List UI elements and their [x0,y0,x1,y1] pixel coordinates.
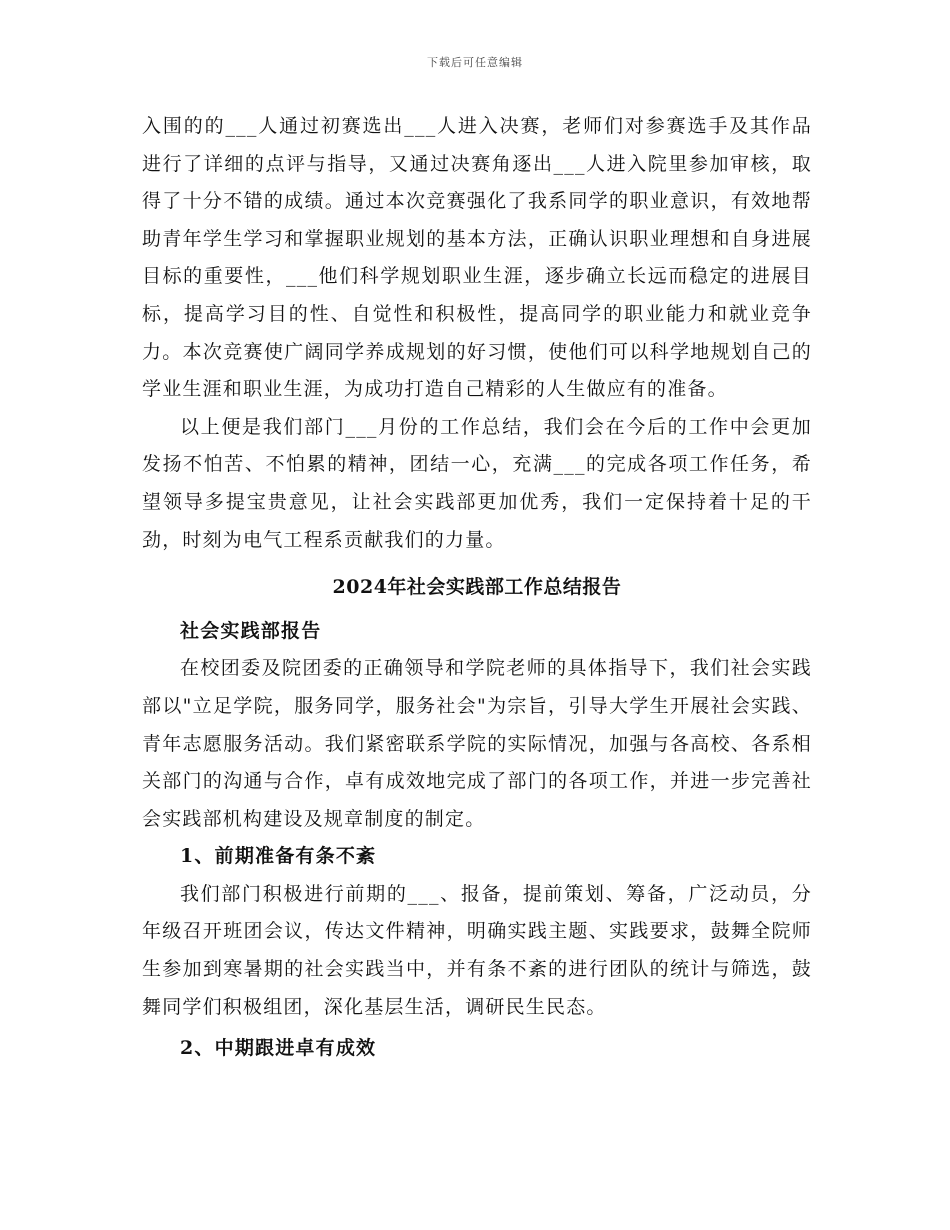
paragraph-preparation: 我们部门积极进行前期的___、报备，提前策划、筹备，广泛动员，分年级召开班团会议，传达文件精神，明确实践主题、实践要求，鼓舞全院师生参加到寒暑期的社会实践当中，并有条不紊的进行团队的统计与筛选，鼓舞同学们积极组团，深化基层生活，调研民生民态。 [142,882,812,1018]
section-heading-follow-up: 2、中期跟进卓有成效 [180,1037,377,1060]
paragraph-monthly-summary: 以上便是我们部门___月份的工作总结，我们会在今后的工作中会更加发扬不怕苦、不怕累的精神，团结一心，充满___的完成各项工作任务，希望领导多提宝贵意见，让社会实践部更加优秀，我们一定保持着十足的干劲，时刻为电气工程系贡献我们的力量。 [142,415,812,551]
section-heading-preparation: 1、前期准备有条不紊 [180,845,377,868]
report-title: 2024年社会实践部工作总结报告 [332,576,622,599]
paragraph-competition-results: 入围的的___人通过初赛选出___人进入决赛，老师们对参赛选手及其作品进行了详细的点评与指导，又通过决赛角逐出___人进入院里参加审核，取得了十分不错的成绩。通过本次竞赛强化了我系同学的职业意识，有效地帮助青年学生学习和掌握职业规划的基本方法，正确认识职业理想和自身进展目标的重要性，___他们科学规划职业生涯，逐步确立长远而稳定的进展目标，提高学习目的性、自觉性和积极性，提高同学的职业能力和就业竞争力。本次竞赛使广阔同学养成规划的好习惯，使他们可以科学地规划自己的学业生涯和职业生涯，为成功打造自己精彩的人生做应有的准备。 [142,115,812,401]
report-subtitle: 社会实践部报告 [180,619,322,642]
document-body [142,108,812,1068]
page-header: 下载后可任意编辑 [427,56,523,69]
paragraph-intro: 在校团委及院团委的正确领导和学院老师的具体指导下，我们社会实践部以"立足学院，服务同学，服务社会"为宗旨，引导大学生开展社会实践、青年志愿服务活动。我们紧密联系学院的实际情况，加强与各高校、各系相关部门的沟通与合作，卓有成效地完成了部门的各项工作，并进一步完善社会实践部机构建设及规章制度的制定。 [142,657,812,830]
